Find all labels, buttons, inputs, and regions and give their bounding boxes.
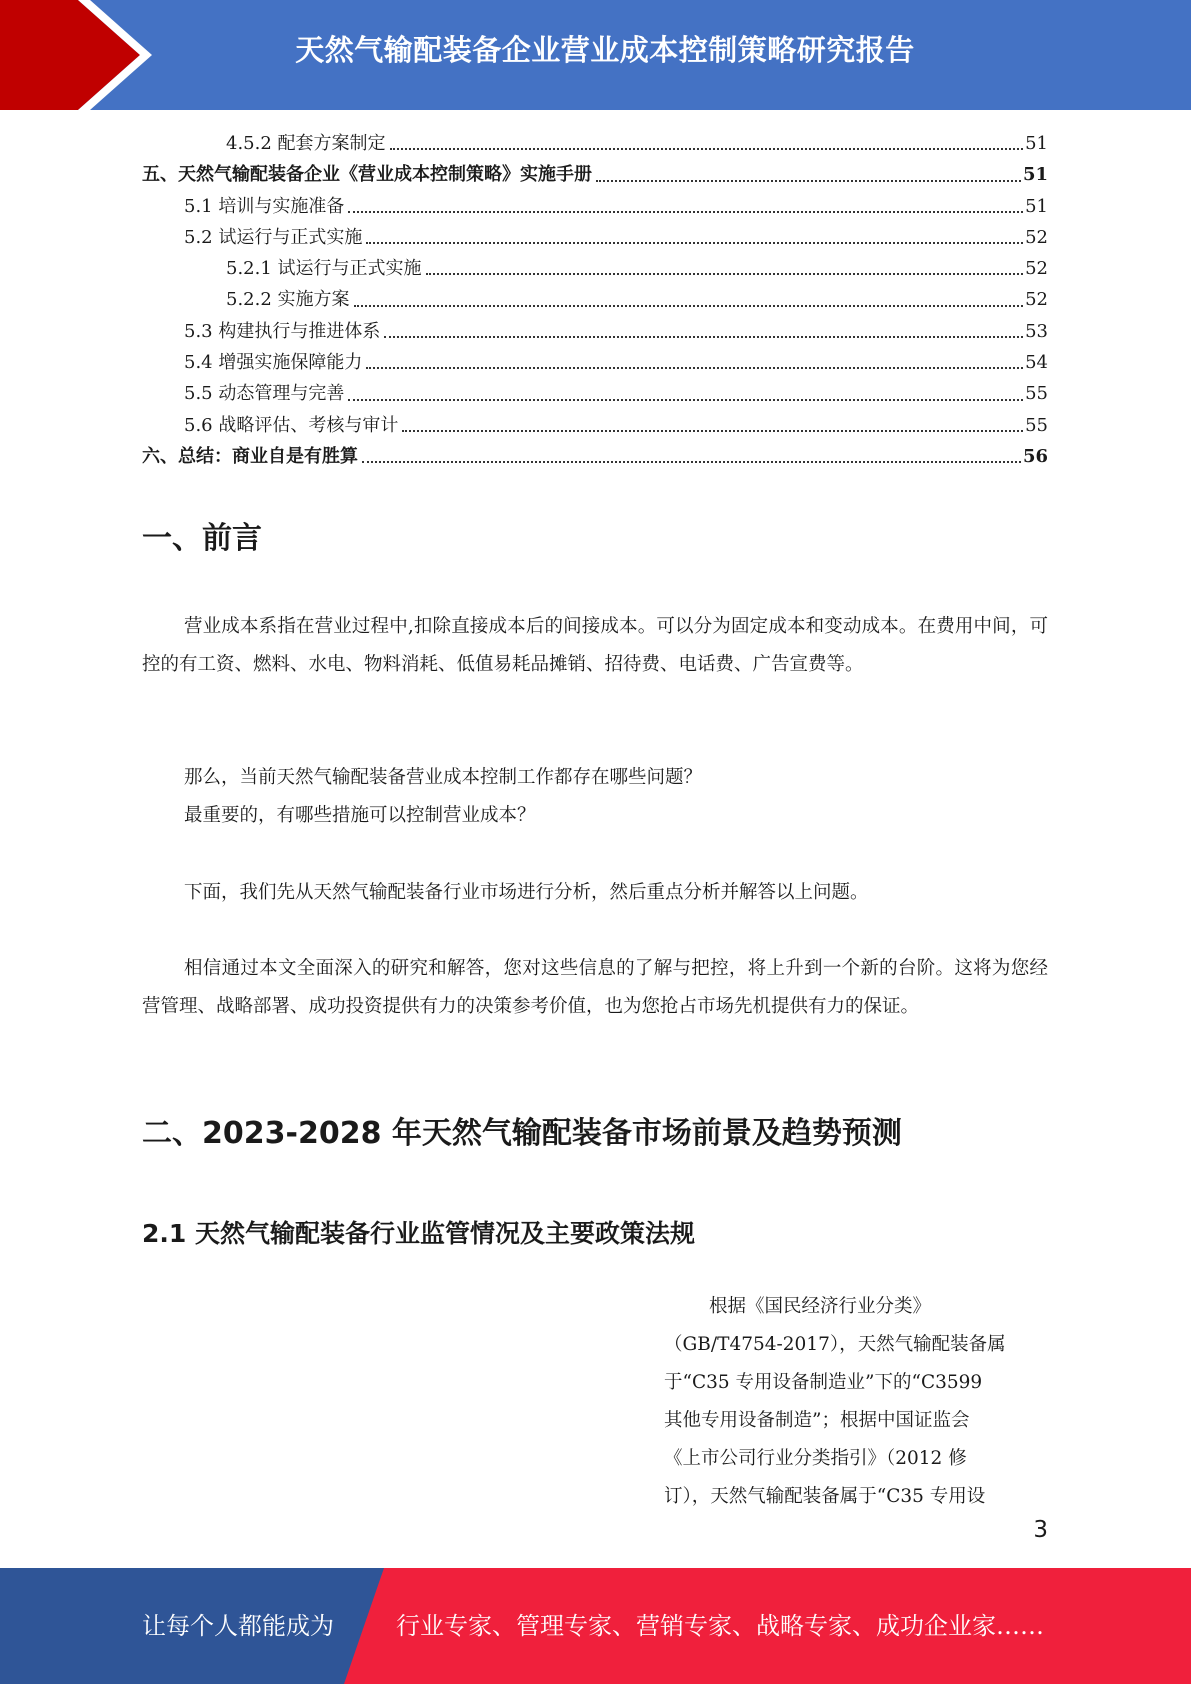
section-heading-market-outlook: 二、2023-2028 年天然气输配装备市场前景及趋势预测	[142, 1116, 902, 1151]
side-line: 于“C35 专用设备制造业”下的“C3599	[664, 1372, 983, 1393]
toc-entry-page: 54	[1025, 352, 1048, 374]
toc-entry-label: 五、天然气输配装备企业《营业成本控制策略》实施手册	[142, 164, 592, 186]
page-header	[0, 0, 1191, 110]
toc-entry-label: 5.4 增强实施保障能力	[184, 352, 363, 374]
toc-entry[interactable]	[142, 159, 1048, 190]
header-arrow-icon	[0, 0, 160, 110]
toc-entry[interactable]	[142, 378, 1048, 409]
side-paragraph	[664, 1288, 1046, 1516]
toc-entry[interactable]	[142, 410, 1048, 441]
side-line: （GB/T4754-2017），天然气输配装备属	[664, 1334, 1006, 1355]
footer-slogan-right: 行业专家、管理专家、营销专家、战略专家、成功企业家……	[396, 1612, 1044, 1640]
toc-leader-dots	[366, 367, 1023, 369]
toc-leader-dots	[390, 148, 1024, 150]
page-footer	[0, 1568, 1191, 1684]
toc-leader-dots	[596, 180, 1021, 182]
toc-leader-dots	[402, 430, 1023, 432]
toc-entry[interactable]	[142, 222, 1048, 253]
toc-entry-page: 52	[1025, 289, 1048, 311]
toc-entry[interactable]	[142, 284, 1048, 315]
toc-entry-label: 5.2.2 实施方案	[226, 289, 350, 311]
toc-entry-label: 5.1 培训与实施准备	[184, 195, 345, 217]
toc-entry-label: 5.3 构建执行与推进体系	[184, 320, 381, 342]
toc-leader-dots	[348, 211, 1023, 213]
body-paragraph: 那么，当前天然气输配装备营业成本控制工作都存在哪些问题？	[184, 767, 703, 788]
toc-entry[interactable]	[142, 128, 1048, 159]
section-heading-preface: 一、前言	[142, 521, 262, 556]
body-paragraph: 下面，我们先从天然气输配装备行业市场进行分析，然后重点分析并解答以上问题。	[184, 882, 869, 903]
toc-leader-dots	[362, 461, 1021, 463]
toc-entry[interactable]	[142, 347, 1048, 378]
toc-entry-label: 5.2 试运行与正式实施	[184, 226, 363, 248]
toc-entry[interactable]	[142, 441, 1048, 472]
side-line: 其他专用设备制造”；根据中国证监会	[664, 1410, 970, 1431]
toc-leader-dots	[384, 336, 1023, 338]
side-line: 根据《国民经济行业分类》	[709, 1296, 932, 1317]
body-paragraph: 相信通过本文全面深入的研究和解答，您对这些信息的了解与把控，将上升到一个新的台阶。这将为您经营管理、战略部署、成功投资提供有力的决策参考价值，也为您抢占市场先机提供有力的保证。	[142, 958, 1048, 1017]
side-line: 《上市公司行业分类指引》（2012 修	[664, 1448, 967, 1469]
toc-leader-dots	[354, 305, 1024, 307]
toc-entry-page: 51	[1022, 164, 1048, 186]
toc-entry-page: 51	[1025, 195, 1048, 217]
toc-entry-label: 5.5 动态管理与完善	[184, 383, 345, 405]
page-number: 3	[1033, 1517, 1048, 1543]
header-title: 天然气输配装备企业营业成本控制策略研究报告	[295, 33, 915, 67]
toc-entry-page: 53	[1025, 320, 1048, 342]
subsection-heading-regulation: 2.1 天然气输配装备行业监管情况及主要政策法规	[142, 1219, 695, 1248]
toc-entry[interactable]	[142, 253, 1048, 284]
toc-leader-dots	[348, 399, 1023, 401]
toc-entry-page: 51	[1025, 133, 1048, 154]
toc-entry-page: 55	[1025, 414, 1048, 436]
toc-entry-label: 4.5.2 配套方案制定	[226, 133, 386, 154]
toc-entry-page: 52	[1025, 226, 1048, 248]
table-of-contents	[142, 128, 1048, 472]
body-paragraph: 最重要的，有哪些措施可以控制营业成本？	[184, 805, 536, 826]
side-line: 订），天然气输配装备属于“C35 专用设	[664, 1486, 986, 1507]
toc-entry-label: 六、总结：商业自是有胜算	[142, 445, 358, 467]
toc-entry[interactable]	[142, 191, 1048, 222]
toc-entry-page: 55	[1025, 383, 1048, 405]
toc-entry-page: 56	[1022, 445, 1048, 467]
toc-leader-dots	[366, 242, 1023, 244]
body-paragraph: 营业成本系指在营业过程中,扣除直接成本后的间接成本。可以分为固定成本和变动成本。在费用中间，可控的有工资、燃料、水电、物料消耗、低值易耗品摊销、招待费、电话费、广告宣费等。	[142, 616, 1048, 675]
footer-slogan-left: 让每个人都能成为	[142, 1612, 334, 1640]
toc-entry-label: 5.2.1 试运行与正式实施	[226, 258, 422, 280]
toc-entry-page: 52	[1025, 258, 1048, 280]
toc-leader-dots	[426, 273, 1024, 275]
toc-entry-label: 5.6 战略评估、考核与审计	[184, 414, 399, 436]
toc-entry[interactable]	[142, 316, 1048, 347]
